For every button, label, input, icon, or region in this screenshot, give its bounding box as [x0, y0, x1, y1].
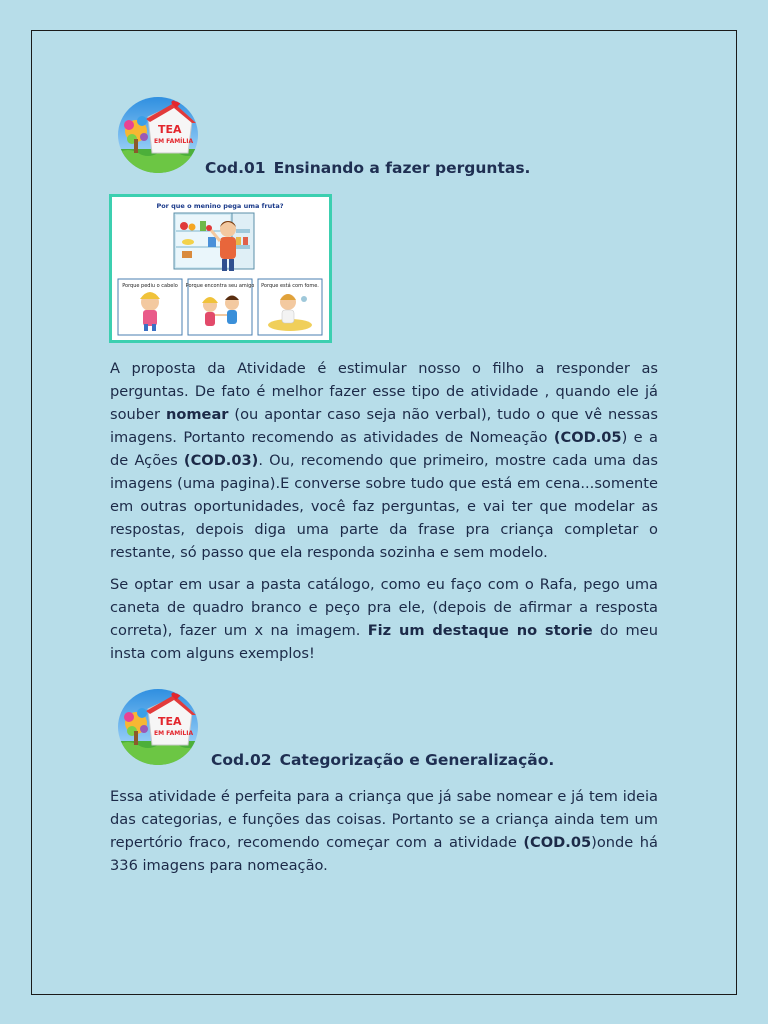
logo-text-top: TEA: [158, 123, 182, 136]
answer-option-label: Porque encontra seu amigo: [185, 283, 255, 289]
answer-option: [118, 279, 182, 335]
tea-em-familia-logo-icon: [118, 689, 198, 765]
activity-illustration: [109, 194, 332, 343]
tea-em-familia-logo-icon: [118, 97, 198, 173]
logo-text-bottom: EM FAMÍLIA: [154, 138, 194, 145]
answer-option: [258, 279, 322, 335]
logo-text-bottom: EM FAMÍLIA: [154, 730, 194, 737]
illustration-question: Por que o menino pega uma fruta?: [156, 202, 284, 210]
activity-code: Cod.02: [211, 751, 272, 769]
answer-option-label: Porque pediu o cabelo: [122, 283, 178, 289]
activity-title: Ensinando a fazer perguntas.: [273, 159, 531, 177]
activity-title: Categorização e Generalização.: [279, 751, 555, 769]
paragraph: A proposta da Atividade é estimular nosso o filho a responder as perguntas. De fato é melhor fazer esse tipo de atividade , quando ele já souber nomear (ou apontar caso seja não verbal), tudo o que vê nessas imagens. Portanto recomendo as atividades de Nomeação (COD.05) e a de Ações (COD.03). Ou, recomendo que primeiro, mostre cada uma das imagens (uma pagina).E converse sobre tudo que está em cena...somente em outras oportunidades, você faz perguntas, e vai ter que modelar as respostas, depois diga uma parte da frase pra criança completar o restante, só passo que ela responda sozinha e sem modelo.: [110, 360, 659, 561]
answer-option: [186, 279, 255, 335]
section-heading: [205, 159, 530, 177]
paragraph: Essa atividade é perfeita para a criança que já sabe nomear e já tem ideia das categorias, e funções das coisas. Portanto se a criança ainda tem um repertório fraco, recomendo começar com a atividade (COD.05)onde há 336 imagens para nomeação.: [110, 788, 658, 874]
section-heading: [211, 751, 554, 769]
paragraph: Se optar em usar a pasta catálogo, como eu faço com o Rafa, pego uma caneta de quadro branco e peço pra ele, (depois de afirmar a resposta correta), fazer um x na imagem. Fiz um destaque no storie do meu insta com alguns exemplos!: [110, 576, 658, 662]
answer-option-label: Porque está com fome.: [261, 283, 319, 289]
logo-text-top: TEA: [158, 715, 182, 728]
activity-code: Cod.01: [205, 159, 266, 177]
fridge-scene: [174, 213, 254, 269]
